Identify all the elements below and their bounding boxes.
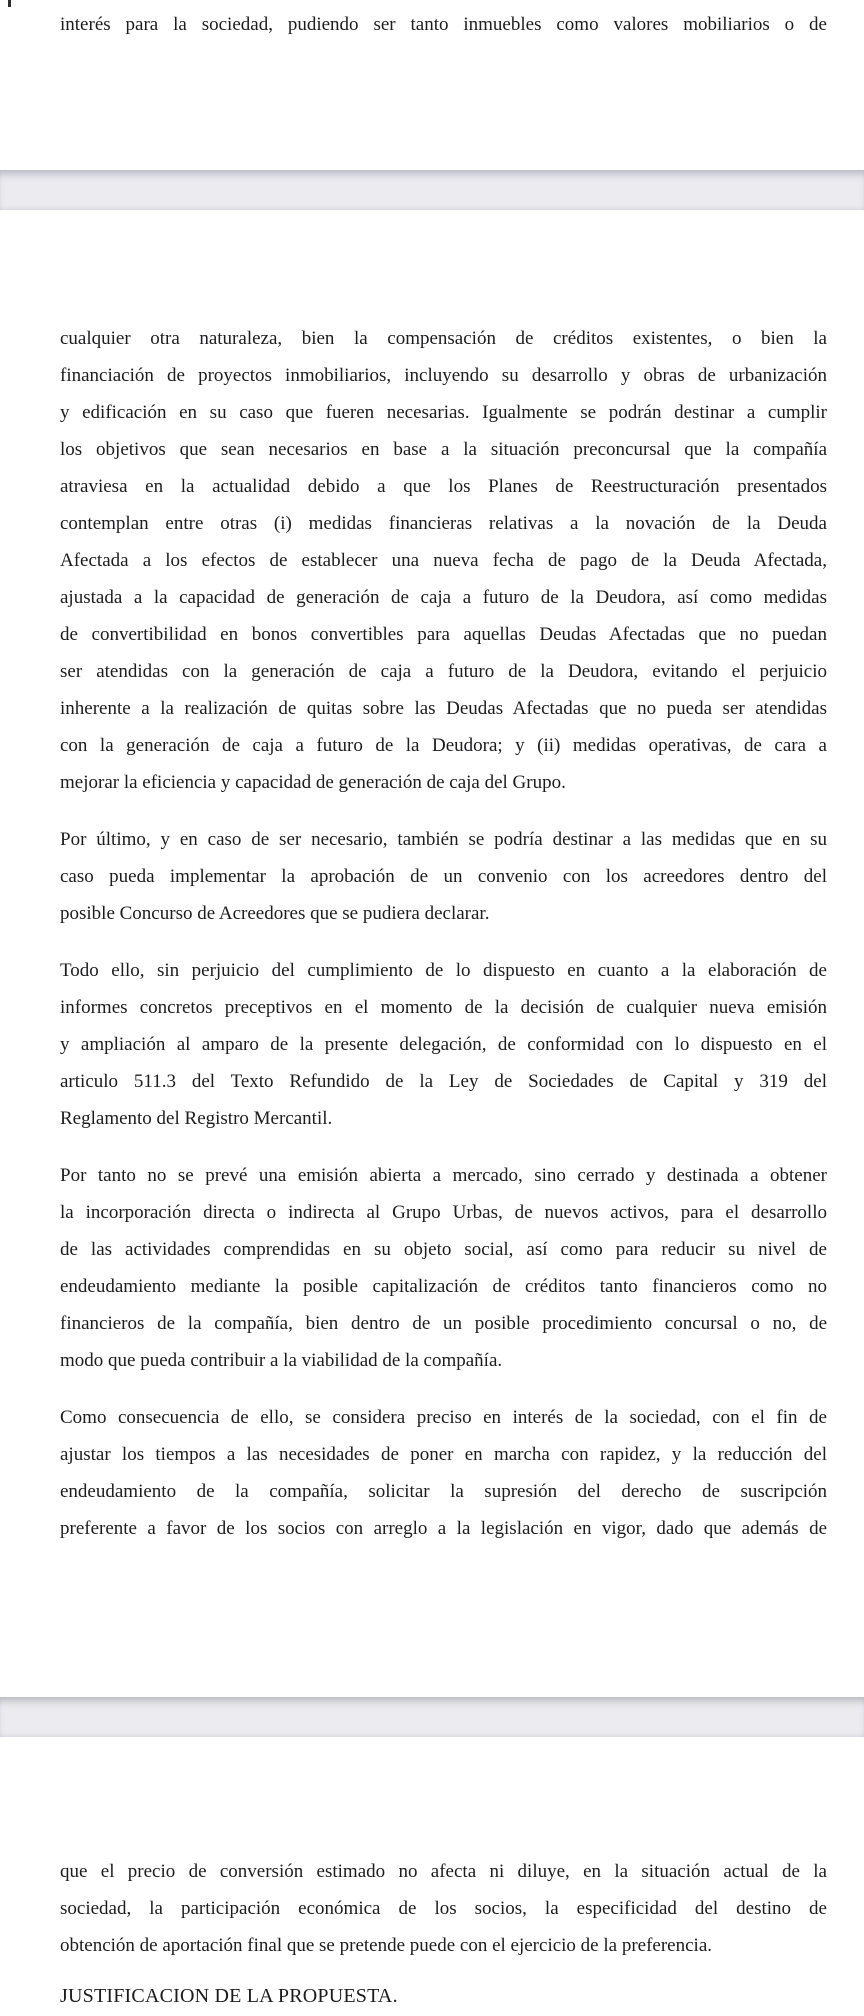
paragraph xyxy=(60,6,827,43)
text-line: de convertibilidad en bonos convertibles para aquellas Deudas Afectadas que no puedan xyxy=(60,624,827,645)
paragraph xyxy=(60,1853,827,1964)
text-line: Reglamento del Registro Mercantil. xyxy=(60,1108,333,1129)
text-line: endeudamiento mediante la posible capitalización de créditos tanto financieros como no xyxy=(60,1276,827,1297)
page-1 xyxy=(0,0,864,170)
text-line: y ampliación al amparo de la presente delegación, de conformidad con lo dispuesto en el xyxy=(60,1034,827,1055)
text-line: ser atendidas con la generación de caja a futuro de la Deudora, evitando el perjuicio xyxy=(60,661,827,682)
text-line: Por último, y en caso de ser necesario, también se podría destinar a las medidas que en su xyxy=(60,829,827,850)
text-line: Por tanto no se prevé una emisión abierta a mercado, sino cerrado y destinada a obtener xyxy=(60,1165,827,1186)
text-line: financiación de proyectos inmobiliarios, incluyendo su desarrollo y obras de urbanización xyxy=(60,365,827,386)
text-line: y edificación en su caso que fueren necesarias. Igualmente se podrán destinar a cumplir xyxy=(60,402,827,423)
text-line: de las actividades comprendidas en su objeto social, así como para reducir su nivel de xyxy=(60,1239,827,1260)
text-line: inherente a la realización de quitas sobre las Deudas Afectadas que no pueda ser atendidas xyxy=(60,698,827,719)
text-line: interés para la sociedad, pudiendo ser tanto inmuebles como valores mobiliarios o de xyxy=(60,14,827,35)
page-edge-artifact xyxy=(8,0,11,7)
text-line: mejorar la eficiencia y capacidad de generación de caja del Grupo. xyxy=(60,772,566,793)
text-line: sociedad, la participación económica de los socios, la especificidad del destino de xyxy=(60,1898,827,1919)
text-line: contemplan entre otras (i) medidas financieras relativas a la novación de la Deuda xyxy=(60,513,827,534)
text-line: preferente a favor de los socios con arreglo a la legislación en vigor, dado que además de xyxy=(60,1518,827,1539)
text-line: caso pueda implementar la aprobación de un convenio con los acreedores dentro del xyxy=(60,866,827,887)
page-2 xyxy=(0,210,864,1697)
text-line: la incorporación directa o indirecta al Grupo Urbas, de nuevos activos, para el desarrollo xyxy=(60,1202,827,1223)
text-line: endeudamiento de la compañía, solicitar la supresión del derecho de suscripción xyxy=(60,1481,827,1502)
text-line: cualquier otra naturaleza, bien la compensación de créditos existentes, o bien la xyxy=(60,328,827,349)
text-line: posible Concurso de Acreedores que se pudiera declarar. xyxy=(60,903,490,924)
page-separator-2 xyxy=(0,1697,864,1737)
section-heading-line: JUSTIFICACION DE LA PROPUESTA. xyxy=(60,1985,398,2007)
section-heading xyxy=(60,1978,827,2015)
page-3 xyxy=(0,1737,864,2016)
page-separator-1 xyxy=(0,170,864,210)
text-line: Afectada a los efectos de establecer una nueva fecha de pago de la Deuda Afectada, xyxy=(60,550,827,571)
paragraph xyxy=(60,320,827,801)
paragraph xyxy=(60,952,827,1137)
text-line: financieros de la compañía, bien dentro de un posible procedimiento concursal o no, de xyxy=(60,1313,827,1334)
text-line: ajustada a la capacidad de generación de caja a futuro de la Deudora, así como medidas xyxy=(60,587,827,608)
paragraph xyxy=(60,1157,827,1379)
text-line: con la generación de caja a futuro de la Deudora; y (ii) medidas operativas, de cara a xyxy=(60,735,827,756)
paragraph xyxy=(60,1399,827,1547)
text-line: articulo 511.3 del Texto Refundido de la Ley de Sociedades de Capital y 319 del xyxy=(60,1071,827,1092)
text-line: informes concretos preceptivos en el momento de la decisión de cualquier nueva emisión xyxy=(60,997,827,1018)
text-line: los objetivos que sean necesarios en base a la situación preconcursal que la compañía xyxy=(60,439,827,460)
text-line: ajustar los tiempos a las necesidades de poner en marcha con rapidez, y la reducción del xyxy=(60,1444,827,1465)
text-line: que el precio de conversión estimado no afecta ni diluye, en la situación actual de la xyxy=(60,1861,827,1882)
text-line: Todo ello, sin perjuicio del cumplimiento de lo dispuesto en cuanto a la elaboración de xyxy=(60,960,827,981)
text-line: obtención de aportación final que se pretende puede con el ejercicio de la preferencia. xyxy=(60,1935,713,1956)
paragraph xyxy=(60,821,827,932)
text-line: atraviesa en la actualidad debido a que los Planes de Reestructuración presentados xyxy=(60,476,827,497)
text-line: modo que pueda contribuir a la viabilidad de la compañía. xyxy=(60,1350,503,1371)
text-line: Como consecuencia de ello, se considera preciso en interés de la sociedad, con el fin de xyxy=(60,1407,827,1428)
